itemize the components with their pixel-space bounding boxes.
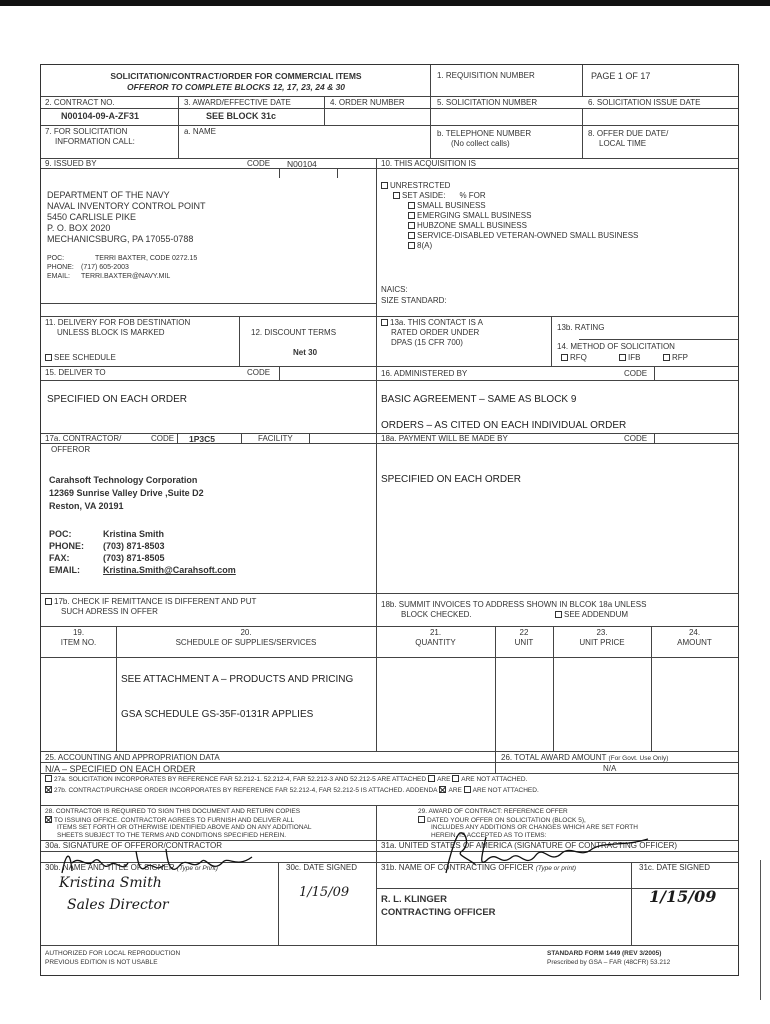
28-line-4: SHEETS SUBJECT TO THE TERMS AND CONDITIONS SPECIFIED HEREIN. [57, 832, 287, 839]
delivery-fob-label: 11. DELIVERY FOR FOB DESTINATION [45, 318, 191, 327]
see-schedule-label: SEE SCHEDULE [54, 353, 116, 362]
contractor-email-label: EMAIL: [49, 565, 80, 575]
total-award-value: N/A [603, 764, 617, 773]
issuer-phone-label: PHONE: [47, 264, 74, 271]
setaside-label: SET ASIDE: [402, 191, 446, 200]
29-checkbox[interactable] [418, 816, 425, 823]
27a-text: 27a. SOLICITATION INCORPORATES BY REFERENCE FAR 52.212-1. 52.212-4, FAR 52.212-3 AND 52.212-5 ARE ATTACHED [54, 776, 427, 783]
submit-invoices-label: 18b. SUMMIT INVOICES TO ADDRESS SHOWN IN BLCOK 18a UNLESS [381, 600, 647, 609]
27a-checkbox[interactable] [45, 775, 52, 782]
issuer-line-4: P. O. BOX 2020 [47, 223, 111, 233]
issuer-line-2: NAVAL INVENTORY CONTROL POINT [47, 201, 206, 211]
27b-are-checkbox[interactable] [439, 786, 446, 793]
method-label: 14. METHOD OF SOLICITATION [557, 342, 675, 351]
rated-order-checkbox[interactable] [381, 319, 388, 326]
addendum-checkbox[interactable] [555, 611, 562, 618]
col22-num: 22 [519, 628, 529, 637]
29-line-2: DATED YOUR OFFER ON SOLICITATION (BLOCK 5), [427, 817, 586, 824]
ifb-label: IFB [628, 353, 641, 362]
issuer-email-value: TERRI.BAXTER@NAVY.MIL [81, 273, 171, 280]
see-schedule-checkbox[interactable] [45, 354, 52, 361]
rating-label: 13b. RATING [557, 323, 605, 332]
deliver-code-label: CODE [247, 368, 271, 377]
payment-label: 18a. PAYMENT WILL BE MADE BY [381, 434, 508, 443]
naics-label: NAICS: [381, 285, 408, 294]
27a-are-label: ARE [437, 776, 451, 783]
solicitation-date-label: 6. SOLICITATION ISSUE DATE [588, 98, 701, 107]
requisition-label: 1. REQUISITION NUMBER [437, 71, 535, 80]
issued-code-value: N00104 [287, 159, 317, 169]
col21-num: 21. [429, 628, 442, 637]
remittance-label: 17b. CHECK IF REMITTANCE IS DIFFERENT AND PUT [54, 597, 257, 606]
telephone-label: b. TELEPHONE NUMBER [437, 129, 532, 138]
31b-label: 31b. NAME OF CONTRACTING OFFICER [381, 863, 534, 872]
29-line-1: 29. AWARD OF CONTRACT: REFERENCE OFFER [418, 808, 568, 815]
28-line-2: TO ISSUING OFFICE. CONTRACTOR AGREES TO FURNISH AND DELIVER ALL [54, 817, 295, 824]
award-date-value: SEE BLOCK 31c [206, 111, 277, 121]
contractor-code-label: CODE [151, 434, 175, 443]
deliver-to-label: 15. DELIVER TO [45, 368, 106, 377]
footer-right-1: STANDARD FORM 1449 (REV 3/2005) [547, 950, 662, 957]
28-checkbox[interactable] [45, 816, 52, 823]
payment-value: SPECIFIED ON EACH ORDER [381, 474, 522, 485]
hubzone-label: HUBZONE SMALL BUSINESS [417, 221, 527, 230]
remittance-checkbox[interactable] [45, 598, 52, 605]
28-line-3: ITEMS SET FORTH OR OTHERWISE IDENTIFIED ABOVE AND ON ANY ADDITIONAL [57, 824, 312, 831]
issuer-phone-value: (717) 605-2003 [81, 264, 129, 271]
col19-header: ITEM NO. [60, 638, 97, 647]
contract-no-value: N00104-09-A-ZF31 [61, 111, 140, 121]
31c-label: 31c. DATE SIGNED [639, 863, 710, 872]
col20-num: 20. [240, 628, 252, 637]
rfp-checkbox[interactable] [663, 354, 670, 361]
admin-line-1: BASIC AGREEMENT – SAME AS BLOCK 9 [381, 394, 577, 405]
admin-line-2: ORDERS – AS CITED ON EACH INDIVIDUAL ORDER [381, 420, 627, 431]
issuer-email-label: EMAIL: [47, 273, 70, 280]
emerging-sb-label: EMERGING SMALL BUSINESS [417, 211, 532, 220]
col19-num: 19. [72, 628, 85, 637]
issuer-poc-value: TERRI BAXTER, CODE 0272.15 [95, 255, 198, 262]
contractor-code-value: 1P3C5 [189, 434, 215, 444]
30a-label: 30a. SIGNATURE OF OFFEROR/CONTRACTOR [45, 841, 223, 850]
hubzone-checkbox[interactable] [408, 222, 415, 229]
offer-due-label: 8. OFFER DUE DATE/ [588, 129, 669, 138]
col21-header: QUANTITY [415, 638, 456, 647]
8a-checkbox[interactable] [408, 242, 415, 249]
rfp-label: RFP [672, 353, 688, 362]
contractor-addr-1: 12369 Sunrise Valley Drive ,Suite D2 [49, 488, 204, 498]
rated-order-label: 13a. THIS CONTACT IS A [390, 318, 483, 327]
emerging-sb-checkbox[interactable] [408, 212, 415, 219]
officer-name: R. L. KLINGER [381, 894, 447, 905]
order-number-label: 4. ORDER NUMBER [330, 98, 405, 107]
form-subtitle: OFFEROR TO COMPLETE BLOCKS 12, 17, 23, 24 & 30 [126, 82, 346, 92]
solicitation-number-label: 5. SOLICITATION NUMBER [437, 98, 538, 107]
addendum-label: SEE ADDENDUM [564, 610, 629, 619]
page-indicator: PAGE 1 OF 17 [591, 71, 651, 81]
unrestricted-label: UNRESTRCTED [390, 181, 451, 190]
27b-checkbox[interactable] [45, 786, 52, 793]
solicitation-info-label: 7. FOR SOLICITATION [45, 127, 128, 136]
issuer-poc-label: POC: [47, 255, 65, 262]
award-date-label: 3. AWARD/EFFECTIVE DATE [184, 98, 291, 107]
offer-due-label2: LOCAL TIME [599, 139, 647, 148]
sf1449-form [40, 64, 739, 976]
col23-header: UNIT PRICE [579, 638, 625, 647]
contractor-label: 17a. CONTRACTOR/ [45, 434, 122, 443]
col24-num: 24. [688, 628, 701, 637]
scan-edge-mark [760, 860, 761, 1000]
rfq-checkbox[interactable] [561, 354, 568, 361]
facility-label: FACILITY [258, 434, 293, 443]
contractor-phone-label: PHONE: [49, 541, 85, 551]
sdvosb-label: SERVICE-DISABLED VETERAN-OWNED SMALL BUSINESS [417, 231, 639, 240]
8a-label: 8(A) [417, 241, 433, 250]
31a-label: 31a. UNITED STATES OF AMERICA (SIGNATURE OF CONTRACTING OFFICER) [381, 841, 678, 850]
27b-arenot-checkbox[interactable] [464, 786, 471, 793]
contractor-fax-value: (703) 871-8505 [103, 553, 165, 563]
issued-code-label: CODE [247, 159, 271, 168]
schedule-line-2: GSA SCHEDULE GS-35F-0131R APPLIES [121, 709, 314, 720]
setaside-pct-label: % FOR [459, 191, 486, 200]
27a-are-checkbox[interactable] [428, 775, 435, 782]
col20-header: SCHEDULE OF SUPPLIES/SERVICES [175, 638, 317, 647]
contractor-phone-value: (703) 871-8503 [103, 541, 165, 551]
telephone-note: (No collect calls) [451, 139, 510, 148]
date-30c: 1/15/09 [299, 885, 350, 900]
setaside-checkbox[interactable] [393, 192, 400, 199]
footer-left-1: AUTHORIZED FOR LOCAL REPRODUCTION [45, 950, 181, 957]
discount-terms-value: Net 30 [293, 348, 318, 357]
discount-terms-label: 12. DISCOUNT TERMS [251, 328, 337, 337]
officer-title: CONTRACTING OFFICER [381, 907, 496, 918]
accounting-value: N/A – SPECIFIED ON EACH ORDER [45, 764, 196, 774]
size-standard-label: SIZE STANDARD: [381, 296, 447, 305]
accounting-label: 25. ACCOUNTING AND APPROPRIATION DATA [45, 753, 220, 762]
ifb-checkbox[interactable] [619, 354, 626, 361]
form-title: SOLICITATION/CONTRACT/ORDER FOR COMMERCIAL ITEMS [110, 71, 362, 81]
27b-arenot-label: ARE NOT ATTACHED. [472, 787, 539, 794]
contractor-poc-value: Kristina Smith [103, 529, 165, 539]
rfq-label: RFQ [570, 353, 587, 362]
deliver-to-value: SPECIFIED ON EACH ORDER [47, 394, 188, 405]
acquisition-label: 10. THIS ACQUISITION IS [381, 159, 476, 168]
29-line-4: HEREIN, IS ACCEPTED AS TO ITEMS: [431, 832, 547, 839]
30b-note: (Type or Print) [176, 865, 218, 872]
footer-right-2: Prescribed by GSA – FAR (48CFR) 53.212 [547, 959, 671, 966]
remittance-label2: SUCH ADRESS IN OFFER [61, 607, 158, 616]
date-31c: 1/15/09 [649, 887, 717, 906]
contractor-name: Carahsoft Technology Corporation [49, 475, 198, 485]
27b-are-label: ARE [448, 787, 462, 794]
total-award-note: (For Govt. Use Only) [608, 755, 669, 762]
submit-invoices-label2: BLOCK CHECKED. [401, 610, 472, 619]
27a-arenot-label: ARE NOT ATTACHED. [461, 776, 528, 783]
rated-order-label3: DPAS (15 CFR 700) [391, 338, 463, 347]
31b-note: (Type or print) [535, 865, 577, 872]
administered-code-label: CODE [624, 369, 648, 378]
col22-header: UNIT [514, 638, 534, 647]
unrestricted-checkbox[interactable] [381, 182, 388, 189]
30b-label: 30b. NAME AND TITLE OF SIGNER [45, 863, 175, 872]
total-award-label: 26. TOTAL AWARD AMOUNT [501, 753, 607, 762]
delivery-fob-label2: UNLESS BLOCK IS MARKED [57, 328, 165, 337]
contractor-fax-label: FAX: [49, 553, 70, 563]
col23-num: 23. [596, 628, 608, 637]
small-business-checkbox[interactable] [408, 202, 415, 209]
27b-text: 27b. CONTRACT/PURCHASE ORDER INCORPORATES BY REFERENCE FAR 52.212-4, FAR 52.212-5 IS ATTACHED. ADDENDA [54, 787, 438, 794]
issuer-line-1: DEPARTMENT OF THE NAVY [47, 190, 170, 200]
issuer-line-3: 5450 CARLISLE PIKE [47, 212, 137, 222]
small-business-label: SMALL BUSINESS [417, 201, 486, 210]
rated-order-label2: RATED ORDER UNDER [391, 328, 480, 337]
footer-left-2: PREVIOUS EDITION IS NOT USABLE [45, 959, 158, 966]
scan-top-border [0, 0, 770, 6]
contractor-email-link[interactable]: Kristina.Smith@Carahsoft.com [103, 565, 236, 575]
schedule-line-1: SEE ATTACHMENT A – PRODUCTS AND PRICING [121, 674, 354, 685]
contractor-label2: OFFEROR [51, 445, 91, 454]
contractor-poc-label: POC: [49, 529, 72, 539]
administered-by-label: 16. ADMINISTERED BY [381, 369, 468, 378]
sdvosb-checkbox[interactable] [408, 232, 415, 239]
signer-name: Kristina Smith [59, 875, 162, 891]
29-line-3: INCLUDES ANY ADDITIONS OR CHANGES WHICH ARE SET FORTH [431, 824, 638, 831]
issuer-line-5: MECHANICSBURG, PA 17055-0788 [47, 234, 194, 244]
contract-no-label: 2. CONTRACT NO. [45, 98, 115, 107]
30c-label: 30c. DATE SIGNED [286, 863, 357, 872]
info-name-label: a. NAME [184, 127, 217, 136]
solicitation-info-label2: INFORMATION CALL: [55, 137, 135, 146]
signer-title: Sales Director [67, 897, 169, 913]
payment-code-label: CODE [624, 434, 648, 443]
28-line-1: 28. CONTRACTOR IS REQUIRED TO SIGN THIS DOCUMENT AND RETURN COPIES [45, 808, 301, 815]
contractor-addr-2: Reston, VA 20191 [49, 501, 124, 511]
27a-arenot-checkbox[interactable] [452, 775, 459, 782]
issued-by-label: 9. ISSUED BY [45, 159, 97, 168]
col24-header: AMOUNT [677, 638, 712, 647]
